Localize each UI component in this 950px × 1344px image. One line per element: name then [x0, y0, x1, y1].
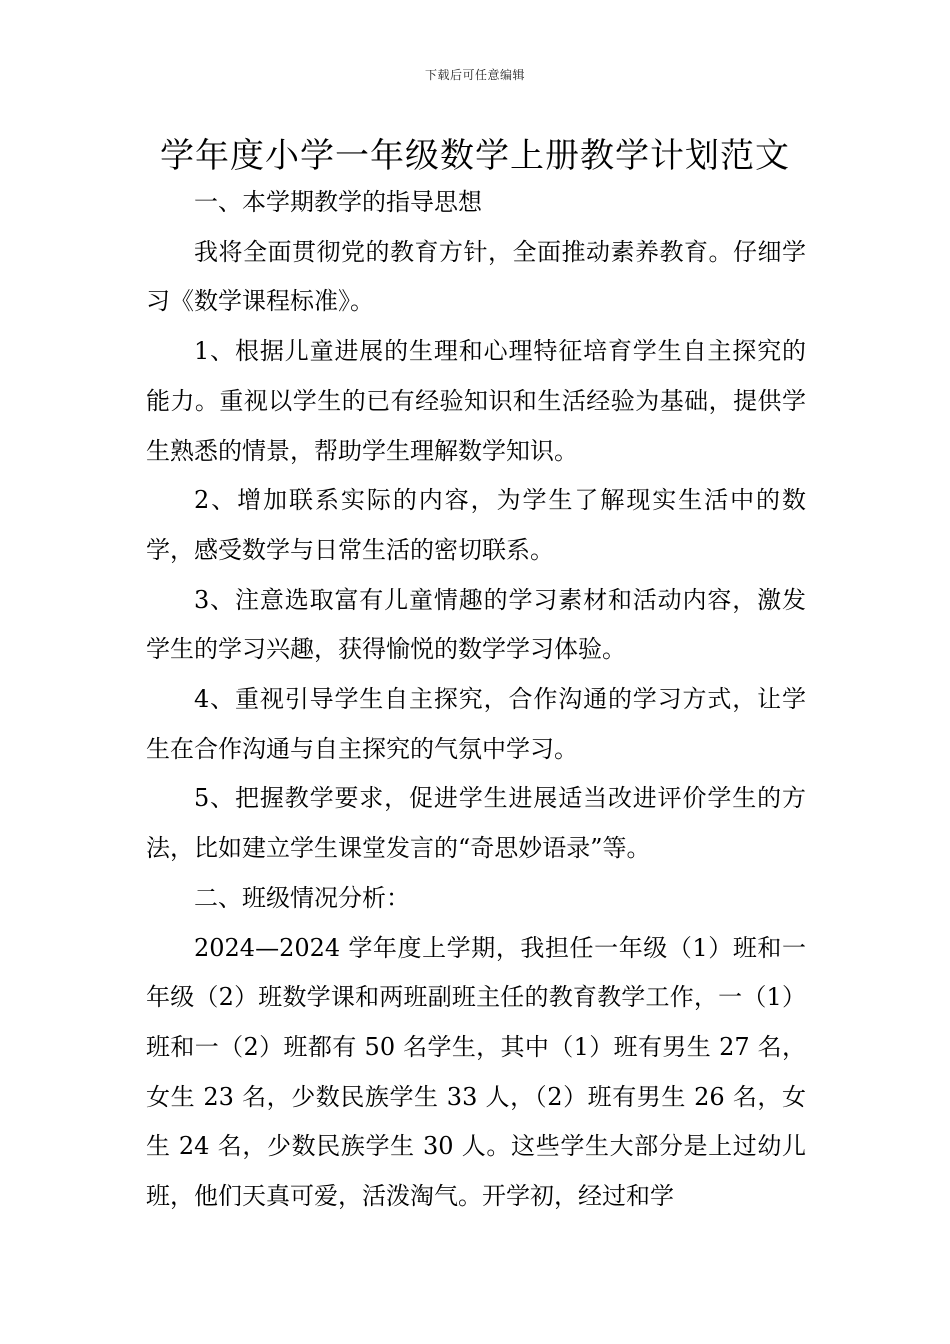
- paragraph-item-1: 1、根据儿童进展的生理和心理特征培育学生自主探究的能力。重视以学生的已有经验知识和生活经验为基础，提供学生熟悉的情景，帮助学生理解数学知识。: [146, 337, 806, 465]
- section-heading-guiding-ideology: 一、本学期教学的指导思想: [194, 188, 482, 216]
- paragraph-intro: 我将全面贯彻党的教育方针，全面推动素养教育。仔细学习《数学课程标准》。: [146, 237, 806, 316]
- paragraph-item-3: 3、注意选取富有儿童情趣的学习素材和活动内容，激发学生的学习兴趣，获得愉悦的数学学习体验。: [146, 585, 806, 664]
- paragraph-class-analysis: 2024—2024 学年度上学期，我担任一年级（1）班和一年级（2）班数学课和两班副班主任的教育教学工作，一（1）班和一（2）班都有 50 名学生，其中（1）班有男生 27 名，女生 23 名，少数民族学生 33 人，（2）班有男生 26 名，女生 24 名，少数民族学生 30 人。这些学生大部分是上过幼儿班，他们天真可爱，活泼淘气。开学初，经过和学: [146, 933, 806, 1211]
- document-title: 学年度小学一年级数学上册教学计划范文: [160, 136, 790, 176]
- header-note: 下载后可任意编辑: [424, 68, 525, 82]
- paragraph-item-2: 2、增加联系实际的内容，为学生了解现实生活中的数学，感受数学与日常生活的密切联系。: [146, 486, 806, 564]
- section-heading-class-analysis: 二、班级情况分析：: [194, 883, 410, 912]
- document-body: [146, 178, 806, 1222]
- paragraph-item-5: 5、把握教学要求，促进学生进展适当改进评价学生的方法，比如建立学生课堂发言的“奇思妙语录”等。: [146, 784, 806, 863]
- paragraph-item-4: 4、重视引导学生自主探究，合作沟通的学习方式，让学生在合作沟通与自主探究的气氛中学习。: [146, 685, 806, 763]
